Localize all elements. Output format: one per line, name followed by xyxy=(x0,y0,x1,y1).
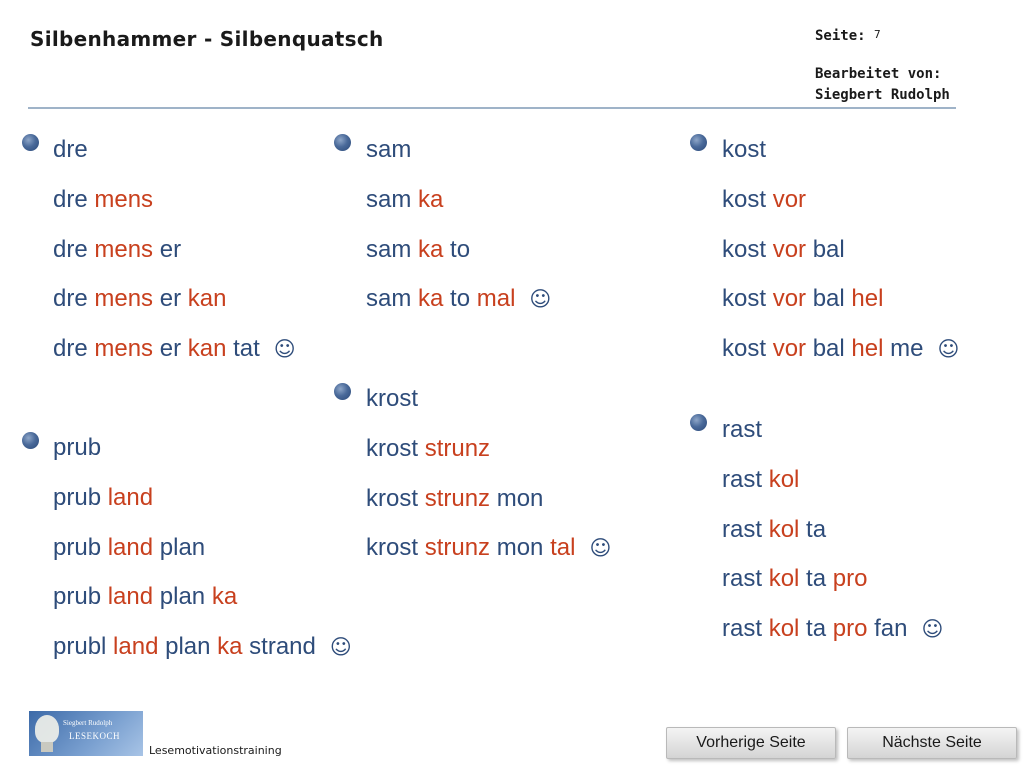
syllable: bal xyxy=(812,285,845,313)
syllable: mon xyxy=(496,484,544,512)
page-label: Seite: xyxy=(815,28,866,44)
syllable: prub xyxy=(53,483,102,511)
syllable-line xyxy=(366,435,490,463)
syllable: mon xyxy=(496,534,544,562)
syllable-line xyxy=(53,285,226,313)
bullet-icon xyxy=(334,134,351,151)
footer-caption: Lesemotivationstraining xyxy=(149,744,282,757)
syllable-line xyxy=(366,136,411,164)
syllable: dre xyxy=(53,235,88,263)
syllable: sam xyxy=(366,285,412,313)
syllable: kost xyxy=(722,285,767,313)
syllable: ka xyxy=(217,633,243,661)
syllable: tal xyxy=(550,534,576,562)
syllable: dre xyxy=(53,185,88,213)
syllable: kost xyxy=(722,335,767,363)
page-number: 7 xyxy=(874,28,881,41)
syllable: krost xyxy=(366,534,419,562)
syllable-line xyxy=(366,534,611,562)
bullet-icon xyxy=(22,134,39,151)
syllable: mens xyxy=(94,235,154,263)
syllable: strunz xyxy=(424,534,491,562)
edited-by-name: Siegbert Rudolph xyxy=(815,87,950,103)
syllable: kost xyxy=(722,185,767,213)
syllable: plan xyxy=(159,533,206,561)
bullet-icon xyxy=(334,383,351,400)
syllable: to xyxy=(450,235,471,263)
syllable-line xyxy=(366,485,543,513)
edited-by-label: Bearbeitet von: xyxy=(815,66,942,82)
page-title: Silbenhammer - Silbenquatsch xyxy=(30,27,384,51)
syllable: prub xyxy=(53,583,102,611)
syllable: prub xyxy=(53,533,102,561)
syllable: land xyxy=(107,533,154,561)
syllable: ka xyxy=(418,285,444,313)
syllable: vor xyxy=(772,235,807,263)
syllable: dre xyxy=(53,335,88,363)
syllable: rast xyxy=(722,465,763,493)
syllable: kol xyxy=(768,615,800,643)
syllable-line xyxy=(722,236,845,264)
header-divider xyxy=(28,107,956,109)
syllable: plan xyxy=(159,583,206,611)
syllable: land xyxy=(113,633,159,661)
syllable: prubl xyxy=(53,633,107,661)
syllable: ta xyxy=(806,565,827,593)
syllable-line xyxy=(53,633,352,661)
syllable: strunz xyxy=(424,434,491,462)
lesekoch-logo xyxy=(29,711,143,756)
syllable: sam xyxy=(366,136,412,163)
syllable: strand xyxy=(249,633,316,661)
syllable-line xyxy=(722,416,762,444)
syllable: ka xyxy=(211,583,238,611)
syllable: rast xyxy=(722,565,763,593)
syllable-line xyxy=(722,335,959,363)
syllable: mens xyxy=(94,335,154,363)
syllable: land xyxy=(107,583,154,611)
syllable: fan xyxy=(874,615,908,643)
syllable: er xyxy=(159,235,182,263)
syllable: vor xyxy=(772,335,807,363)
syllable: me xyxy=(890,335,924,363)
previous-page-button[interactable]: Vorherige Seite xyxy=(666,727,836,759)
bullet-icon xyxy=(22,432,39,449)
syllable: kost xyxy=(722,235,767,263)
syllable-line xyxy=(53,186,153,214)
syllable: sam xyxy=(366,185,412,213)
syllable: to xyxy=(450,285,471,313)
syllable: kan xyxy=(187,335,227,363)
syllable: strunz xyxy=(424,484,491,512)
syllable: ta xyxy=(806,515,827,543)
syllable-line xyxy=(366,385,418,413)
syllable-line xyxy=(53,335,296,363)
syllable: prub xyxy=(53,434,102,461)
lightbulb-icon xyxy=(35,715,59,743)
syllable-line xyxy=(53,534,205,562)
syllable: er xyxy=(159,285,182,313)
syllable-line xyxy=(722,186,806,214)
bullet-icon xyxy=(690,414,707,431)
syllable: krost xyxy=(366,484,419,512)
syllable: kol xyxy=(768,515,800,543)
syllable: hel xyxy=(851,285,884,313)
syllable-line xyxy=(366,186,443,214)
syllable: sam xyxy=(366,235,412,263)
syllable: bal xyxy=(812,335,845,363)
smiley-icon: ☺ xyxy=(273,337,296,362)
syllable-line xyxy=(366,285,551,313)
syllable: krost xyxy=(366,385,419,412)
smiley-icon: ☺ xyxy=(329,635,352,660)
syllable-line xyxy=(722,466,799,494)
syllable: vor xyxy=(772,185,807,213)
syllable: rast xyxy=(722,515,763,543)
syllable-line xyxy=(722,516,826,544)
smiley-icon: ☺ xyxy=(529,287,552,312)
syllable: er xyxy=(159,335,182,363)
syllable: plan xyxy=(165,633,211,661)
syllable: kol xyxy=(768,565,800,593)
smiley-icon: ☺ xyxy=(937,337,960,362)
logo-wordmark: LESEKOCH xyxy=(69,731,120,741)
syllable-line xyxy=(53,484,153,512)
syllable: kan xyxy=(187,285,227,313)
syllable-line xyxy=(366,236,470,264)
bullet-icon xyxy=(690,134,707,151)
syllable: rast xyxy=(722,615,763,643)
syllable: vor xyxy=(772,285,807,313)
next-page-button[interactable]: Nächste Seite xyxy=(847,727,1017,759)
syllable: bal xyxy=(812,235,845,263)
syllable: ka xyxy=(418,185,444,213)
syllable-line xyxy=(722,615,943,643)
syllable: dre xyxy=(53,136,88,163)
syllable: tat xyxy=(233,335,260,363)
syllable: hel xyxy=(851,335,884,363)
syllable: mal xyxy=(476,285,516,313)
syllable: mens xyxy=(94,285,154,313)
syllable-line xyxy=(53,583,237,611)
syllable: mens xyxy=(94,185,154,213)
syllable-line xyxy=(722,285,883,313)
syllable: ka xyxy=(418,235,444,263)
syllable: pro xyxy=(832,565,868,593)
syllable-line xyxy=(53,136,88,164)
syllable: rast xyxy=(722,416,763,443)
syllable: pro xyxy=(832,615,868,643)
syllable: kost xyxy=(722,136,767,163)
syllable: ta xyxy=(806,615,827,643)
syllable: dre xyxy=(53,285,88,313)
syllable: land xyxy=(107,483,154,511)
syllable-line xyxy=(722,136,766,164)
smiley-icon: ☺ xyxy=(589,536,612,561)
syllable-line xyxy=(722,565,867,593)
smiley-icon: ☺ xyxy=(921,617,944,642)
syllable: krost xyxy=(366,434,419,462)
syllable-line xyxy=(53,236,181,264)
syllable: kol xyxy=(768,465,800,493)
syllable-line xyxy=(53,434,101,462)
logo-author: Siegbert Rudolph xyxy=(63,719,113,727)
